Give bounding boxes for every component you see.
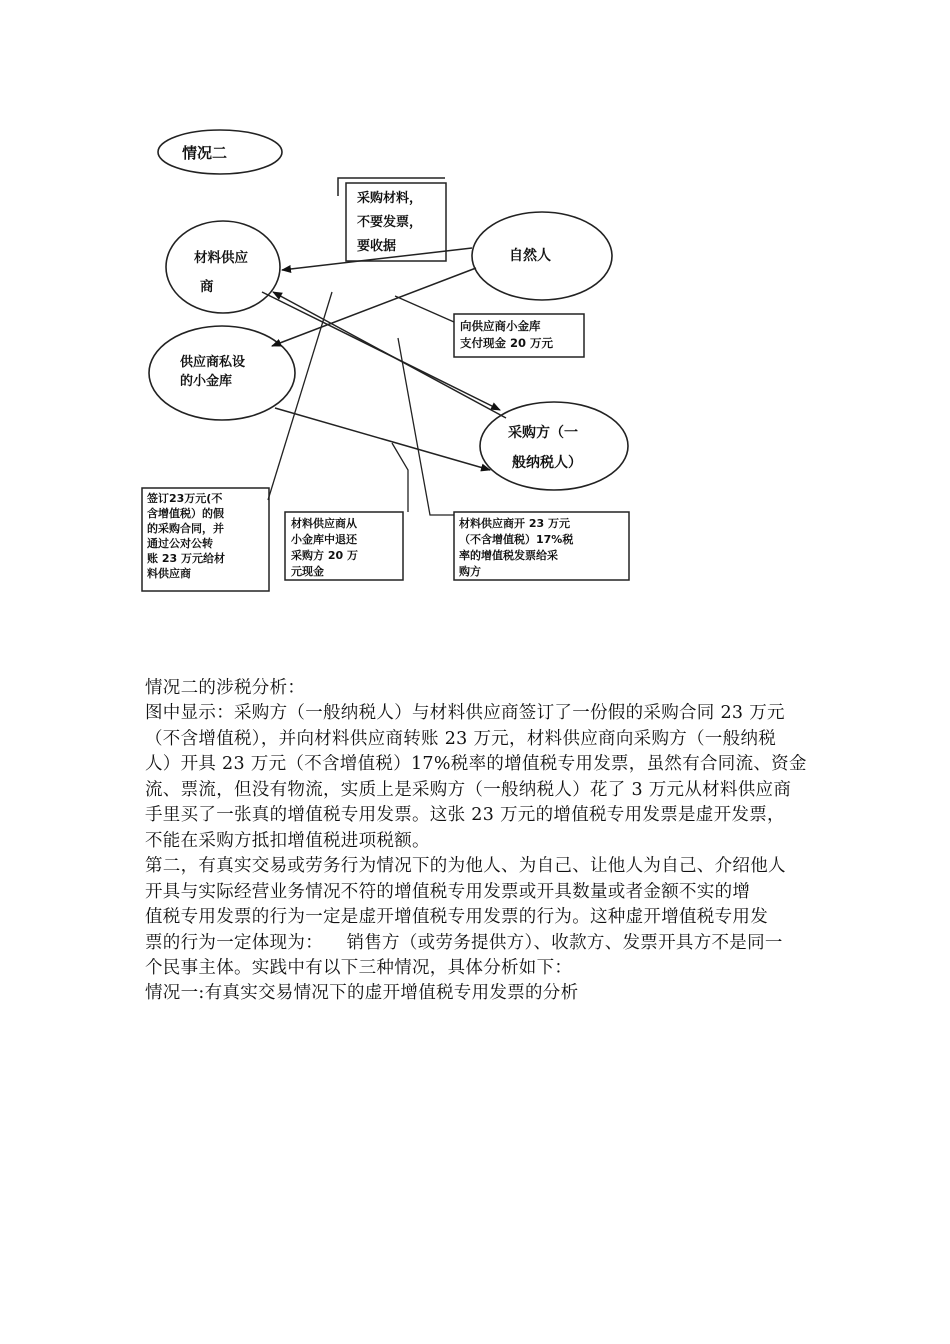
note-fake-contract-line-4: 通过公对公转 (147, 537, 213, 550)
analysis-paragraph: 图中显示：采购方（一般纳税人）与材料供应商签订了一份假的采购合同 23 万元 （不含增值税），并向材料供应商转账 23 万元，材料供应商向采购方（一般纳税 人）开具 23 万元（不含增值税）17%税率的增值税专用发票，虽然有合同流、资金 流、票流，但没有物流，实质上是采购方（一般纳税人）花了 3 万元从材料供应商 手里买了一张真的增值税专用发票。这张 23 万元的增值税专用发票是虚开发票， 不能在采购方抵扣增值税进项税额。 (145, 703, 807, 851)
analysis-heading: 情况二的涉税分析： (145, 678, 306, 698)
note-refund-cash-line-2: 小金库中退还 (291, 533, 357, 546)
note-issue-invoice-line-4: 购方 (459, 565, 481, 578)
arrow-buyer-to-supplier (273, 292, 506, 418)
flow-diagram (0, 0, 950, 640)
private-vault-label-2: 的小金库 (180, 374, 233, 389)
note-issue-invoice-line-1: 材料供应商开 23 万元 (459, 517, 570, 530)
callout-fake-contract (268, 292, 332, 500)
note-buy-materials-line-3: 要收据 (357, 239, 397, 254)
note-fake-contract-line-1: 签订23万元(不 (147, 492, 223, 505)
note-buy-materials-line-1: 采购材料， (357, 191, 423, 206)
note-pay-cash-line-1: 向供应商小金库 (460, 319, 541, 333)
note-issue-invoice-line-3: 率的增值税发票给采 (459, 549, 558, 562)
supplier-node (166, 221, 280, 313)
case-one-heading: 情况一:有真实交易情况下的虚开增值税专用发票的分析 (145, 983, 579, 1003)
note-fake-contract (142, 488, 269, 591)
private-vault-node (149, 326, 295, 420)
natural-person-node (472, 212, 612, 300)
note-refund-cash (285, 512, 403, 580)
natural-person-label: 自然人 (509, 248, 551, 264)
callout-refund-cash (392, 443, 408, 512)
private-vault-label-1: 供应商私设 (180, 355, 246, 370)
note-pay-cash-line-2: 支付现金 20 万元 (460, 336, 554, 350)
buyer-label-2: 般纳税人） (512, 455, 582, 471)
buyer-label-1: 采购方（一 (508, 425, 578, 441)
arrow-vault-to-buyer (275, 408, 490, 470)
note-refund-cash-line-3: 采购方 20 万 (291, 549, 358, 562)
note-refund-cash-line-4: 元现金 (291, 565, 324, 578)
supplier-label-1: 材料供应 (194, 250, 248, 266)
callout-pay-cash (395, 296, 454, 322)
note-fake-contract-line-2: 含增值税）的假 (147, 507, 224, 520)
supplier-label-2: 商 (200, 279, 214, 295)
second-point-paragraph: 第二，有真实交易或劳务行为情况下的为他人、为自己、让他人为自己、介绍他人 开具与实际经营业务情况不符的增值税专用发票或开具数量或者金额不实的增 值税专用发票的行为一定是虚开增值税专用发票的行为。这种虚开增值税专用发 票的行为一定体现为： 销售方（或劳务提供方）、收款方、发票开具方不是同一 个民事主体。实践中有以下三种情况，具体分析如下： (145, 856, 786, 978)
note-pay-cash (454, 314, 584, 357)
note-issue-invoice-line-2: （不含增值税）17%税 (459, 533, 574, 546)
note-fake-contract-line-6: 料供应商 (147, 567, 191, 580)
arrow-person-to-vault (272, 268, 476, 346)
note-buy-materials (338, 178, 446, 261)
note-fake-contract-line-5: 账 23 万元给材 (147, 552, 225, 565)
title-node (158, 130, 282, 174)
note-fake-contract-line-3: 的采购合同，并 (147, 522, 224, 535)
note-buy-materials-line-2: 不要发票， (357, 215, 423, 230)
note-issue-invoice (454, 512, 629, 580)
title-label: 情况二 (182, 144, 228, 162)
note-refund-cash-line-1: 材料供应商从 (291, 517, 357, 530)
